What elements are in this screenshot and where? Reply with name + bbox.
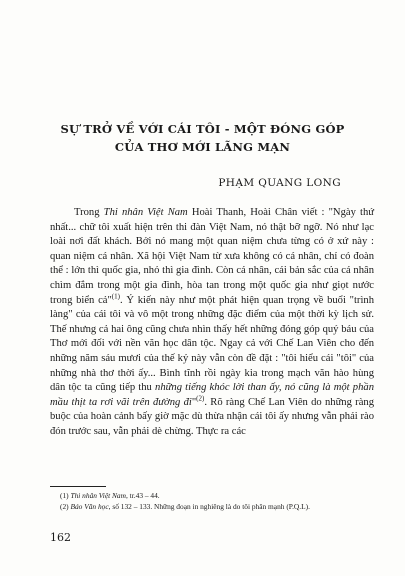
text-run: ": [191, 396, 197, 408]
book-title: Thi nhân Việt Nam: [103, 207, 188, 218]
footnote-text: , số 132 – 133. Những đoạn in nghiêng là do tôi phân mạnh (P.Q.L).: [108, 502, 310, 511]
title-line-2: CỦA THƠ MỚI LÃNG MẠN: [114, 140, 291, 154]
footnote-number: (2): [60, 502, 71, 511]
article-title: [0, 120, 405, 156]
article-body: [50, 206, 374, 440]
text-run: Hoài Thanh, Hoài Chân viết : "Ngày thứ nhất... chữ tôi xuất hiện trên thi đàn Việt Nam, nó thật bỡ ngỡ. Nó như lạc loài nơi đất khách. Bởi nó mang một quan niệm chưa từng có ở xứ này : quan niệm cá nhân. Xã hội Việt Nam từ xưa không có cá nhân, chỉ có đoàn thể : lớn thì quốc gia, nhỏ thì gia đình. Còn cá nhân, cái bản sắc của cá nhân chìm đắm trong một gia đình, hòa tan trong một quốc gia như giọt nước trong biển cả": [50, 207, 375, 306]
text-run: Trong: [74, 207, 104, 218]
text-run: . Rõ ràng Chế Lan Viên do những ràng buộc của hoàn cảnh bấy giờ mặc dù thừa nhận cái tôi ấy nhưng vẫn phải rào đón trước sau, vẫn phải dè chừng. Thực ra các: [50, 396, 374, 437]
footnote-number: (1): [60, 491, 71, 500]
footnote-ref-2[interactable]: (2): [196, 394, 205, 403]
text-run: . Ý kiến này như một phát hiện quan trọng về buổi "trình làng" của cái tôi và vô một trong những đặc điểm của một thời kỳ lịch sử. Thế nhưng cả hai ông cũng chưa nhìn thấy hết những đóng góp quý báu của Thơ mới đối với nền văn học dân tộc. Ngay cả với Chế Lan Viên cho đến những năm sáu mươi của thế kỷ này vẫn còn đề đặt : "tôi hiểu cái "tôi" của những nhà thơ thời ấy... Bình tĩnh rồi ngày kia trong mạch văn hào hùng dân tộc ta cũng tiếp thu: [50, 294, 374, 394]
footnote-text: , tr.43 – 44.: [125, 491, 160, 500]
author-name: PHẠM QUANG LONG: [218, 177, 341, 189]
italic-quote: những tiếng khóc lời than ấy, nó cũng là một phần mầu thịt ta rơi vãi trên đường đi: [50, 382, 374, 408]
footnote-divider: [50, 486, 106, 487]
footnote-2: [50, 501, 374, 512]
footnotes: [50, 490, 374, 512]
footnote-source: Báo Văn học: [70, 502, 109, 511]
title-line-1: SỰ TRỞ VỀ VỚI CÁI TÔI - MỘT ĐÓNG GÓP: [60, 122, 345, 136]
footnote-source: Thi nhân Việt Nam: [70, 491, 126, 500]
footnote-1: [50, 490, 374, 501]
page-number: 162: [50, 531, 71, 544]
body-paragraph: [50, 206, 374, 440]
footnote-ref-1[interactable]: (1): [111, 292, 120, 301]
